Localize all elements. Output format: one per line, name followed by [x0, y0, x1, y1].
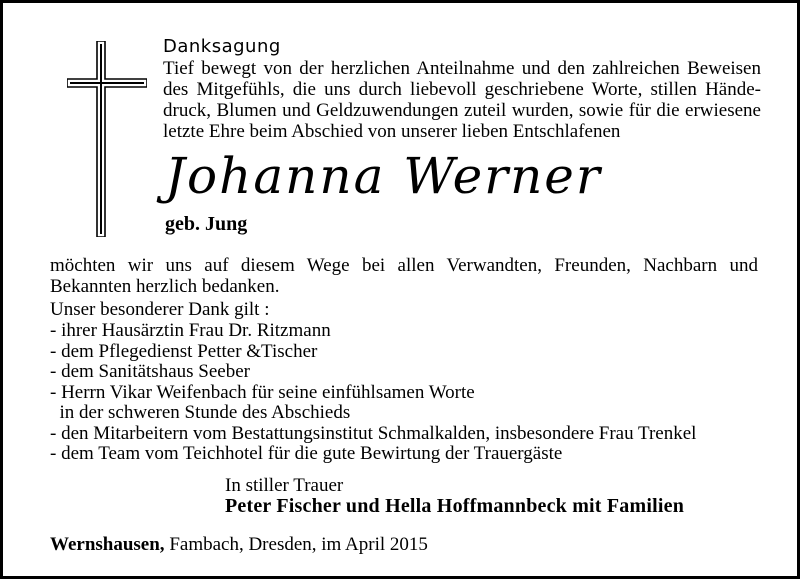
signers: Peter Fischer und Hella Hoffmannbeck mit Familien	[225, 495, 685, 517]
list-item: - den Mitarbeitern vom Bestattungsinstitut Schmalkalden, insbesondere Frau Trenkel	[50, 422, 697, 444]
intro-line: letzte Ehre beim Abschied von unserer lieben Entschlafenen	[163, 121, 621, 142]
list-item: - ihrer Hausärztin Frau Dr. Ritzmann	[50, 320, 331, 341]
cross-icon	[67, 41, 147, 237]
intro-line: druck, Blumen und Geldzuwendungen zuteil wurden, sowie für die erwiesene	[163, 100, 761, 121]
special-thanks-list	[50, 321, 696, 465]
thanks-line: Bekannten herzlich bedanken.	[50, 276, 280, 297]
maiden-name: geb. Jung	[165, 213, 248, 235]
special-thanks-intro: Unser besonderer Dank gilt :	[50, 299, 270, 320]
list-item: in der schweren Stunde des Abschieds	[50, 402, 351, 423]
thanks-paragraph	[50, 255, 758, 297]
list-item: - dem Sanitätshaus Seeber	[50, 361, 250, 382]
intro-line: des Mitgefühls, die uns durch liebevoll geschriebene Worte, stillen Hände-	[163, 79, 761, 100]
mourning-line: In stiller Trauer	[225, 475, 344, 496]
closing-rest: Fambach, Dresden, im April 2015	[164, 534, 428, 555]
list-item: - dem Pflegedienst Petter &Tischer	[50, 340, 318, 362]
deceased-name: Johanna Werner	[165, 147, 602, 205]
closing-place: Wernshausen,	[50, 534, 165, 555]
list-item: - dem Team vom Teichhotel für die gute Bewirtung der Trauergäste	[50, 443, 563, 464]
closing-line	[50, 534, 428, 556]
intro-paragraph	[163, 58, 761, 142]
list-item: - Herrn Vikar Weifenbach für seine einfühlsamen Worte	[50, 381, 475, 403]
thanks-line: möchten wir uns auf diesem Wege bei allen Verwandten, Freunden, Nachbarn und	[50, 255, 758, 276]
heading: Danksagung	[163, 36, 281, 57]
intro-line: Tief bewegt von der herzlichen Anteilnahme und den zahlreichen Beweisen	[163, 58, 761, 79]
